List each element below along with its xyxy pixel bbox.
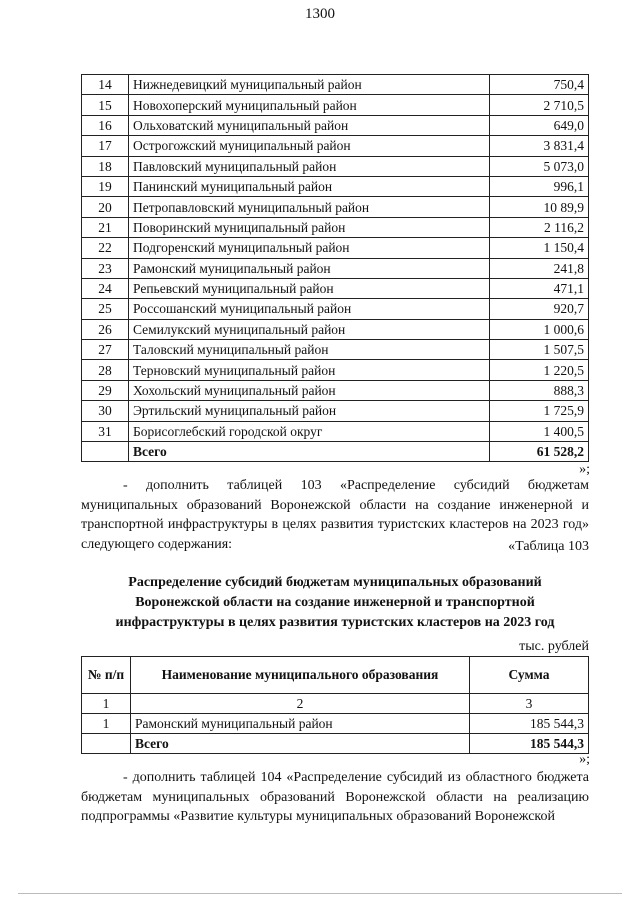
row-value: 1 725,9 [490, 401, 589, 421]
row-number: 29 [82, 380, 129, 400]
title-line: Распределение субсидий бюджетам муниципальных образований [128, 575, 542, 590]
row-value: 888,3 [490, 380, 589, 400]
row-value: 1 220,5 [490, 360, 589, 380]
total-value: 185 544,3 [470, 734, 589, 754]
table-row [82, 299, 589, 319]
row-name: Эртильский муниципальный район [129, 401, 490, 421]
row-number: 14 [82, 75, 129, 95]
table-row [82, 136, 589, 156]
index-cell: 2 [131, 694, 470, 714]
row-value: 241,8 [490, 258, 589, 278]
row-name: Павловский муниципальный район [129, 156, 490, 176]
row-number: 28 [82, 360, 129, 380]
units-label: тыс. рублей [519, 639, 589, 654]
row-value: 1 150,4 [490, 238, 589, 258]
table-row [82, 176, 589, 196]
row-number: 26 [82, 319, 129, 339]
row-number: 18 [82, 156, 129, 176]
paragraph-add-table-103: - дополнить таблицей 103 «Распределение субсидий бюджетам муниципальных образований Воронежской области на создание инженерной и транспортной инфраструктуры в целях развития туристских кластеров на 2023 год» следующего содержания: [81, 478, 589, 552]
row-number: 19 [82, 176, 129, 196]
row-name: Подгоренский муниципальный район [129, 238, 490, 258]
row-name: Хохольский муниципальный район [129, 380, 490, 400]
row-value: 996,1 [490, 176, 589, 196]
row-value: 10 89,9 [490, 197, 589, 217]
subsidy-table-continued [81, 74, 589, 462]
row-value: 1 507,5 [490, 340, 589, 360]
row-number: 1 [82, 714, 131, 734]
index-cell: 1 [82, 694, 131, 714]
row-value: 471,1 [490, 278, 589, 298]
row-number: 22 [82, 238, 129, 258]
row-value: 1 400,5 [490, 421, 589, 441]
row-name: Рамонский муниципальный район [131, 714, 470, 734]
row-number: 20 [82, 197, 129, 217]
row-number: 21 [82, 217, 129, 237]
footer-divider [18, 893, 622, 894]
table-103-label: «Таблица 103 [508, 539, 589, 554]
index-row [82, 694, 589, 714]
header-number: № п/п [82, 657, 131, 694]
row-name: Острогожский муниципальный район [129, 136, 490, 156]
row-value: 185 544,3 [470, 714, 589, 734]
row-number: 30 [82, 401, 129, 421]
row-number: 27 [82, 340, 129, 360]
table-row [82, 197, 589, 217]
row-value: 2 116,2 [490, 217, 589, 237]
row-name: Терновский муниципальный район [129, 360, 490, 380]
row-number: 31 [82, 421, 129, 441]
header-sum: Сумма [470, 657, 589, 694]
total-empty [82, 442, 129, 462]
row-number: 25 [82, 299, 129, 319]
table-103-title [81, 573, 589, 633]
table-row [82, 319, 589, 339]
total-value: 61 528,2 [490, 442, 589, 462]
row-name: Семилукский муниципальный район [129, 319, 490, 339]
row-name: Репьевский муниципальный район [129, 278, 490, 298]
row-number: 16 [82, 115, 129, 135]
table-row [82, 421, 589, 441]
table-row [82, 115, 589, 135]
row-name: Ольховатский муниципальный район [129, 115, 490, 135]
page-number: 1300 [305, 6, 335, 22]
row-value: 5 073,0 [490, 156, 589, 176]
row-number: 15 [82, 95, 129, 115]
paragraph-add-table-104: - дополнить таблицей 104 «Распределение субсидий из областного бюджета бюджетам муниципальных образований Воронежской области на реализацию подпрограммы «Развитие культуры муниципальных образований Воронежской [81, 770, 589, 824]
row-name: Нижнедевицкий муниципальный район [129, 75, 490, 95]
row-name: Новохоперский муниципальный район [129, 95, 490, 115]
row-value: 1 000,6 [490, 319, 589, 339]
row-name: Россошанский муниципальный район [129, 299, 490, 319]
table-row [82, 156, 589, 176]
total-empty [82, 734, 131, 754]
table-row [82, 380, 589, 400]
row-number: 24 [82, 278, 129, 298]
table-row [82, 258, 589, 278]
title-line: Воронежской области на создание инженерной и транспортной [135, 595, 535, 610]
total-label: Всего [131, 734, 470, 754]
row-name: Панинский муниципальный район [129, 176, 490, 196]
total-label: Всего [129, 442, 490, 462]
row-value: 920,7 [490, 299, 589, 319]
row-name: Рамонский муниципальный район [129, 258, 490, 278]
row-number: 23 [82, 258, 129, 278]
title-line: инфраструктуры в целях развития туристских кластеров на 2023 год [115, 615, 555, 630]
row-value: 750,4 [490, 75, 589, 95]
table-103 [81, 656, 589, 754]
table-row [82, 401, 589, 421]
index-cell: 3 [470, 694, 589, 714]
table-row [82, 238, 589, 258]
quote-end: »; [579, 462, 590, 477]
table-row [82, 340, 589, 360]
total-row [82, 442, 589, 462]
row-name: Петропавловский муниципальный район [129, 197, 490, 217]
row-name: Поворинский муниципальный район [129, 217, 490, 237]
table-row [82, 75, 589, 95]
table-row [82, 360, 589, 380]
row-number: 17 [82, 136, 129, 156]
row-name: Борисоглебский городской округ [129, 421, 490, 441]
table-row [82, 278, 589, 298]
table-row [82, 95, 589, 115]
table-row [82, 714, 589, 734]
row-name: Таловский муниципальный район [129, 340, 490, 360]
row-value: 649,0 [490, 115, 589, 135]
row-value: 3 831,4 [490, 136, 589, 156]
total-row [82, 734, 589, 754]
row-value: 2 710,5 [490, 95, 589, 115]
table-row [82, 217, 589, 237]
quote-end: »; [579, 752, 590, 767]
header-name: Наименование муниципального образования [131, 657, 470, 694]
